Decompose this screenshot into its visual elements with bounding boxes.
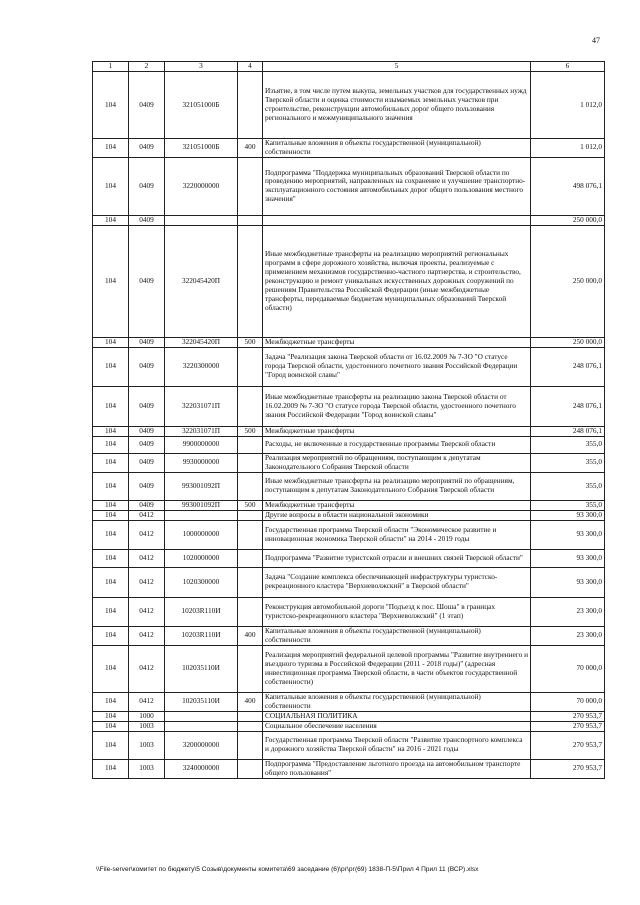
- row-amount: 70 000,0: [531, 692, 605, 711]
- section-code: 104: [93, 520, 129, 549]
- target-article-code: 102035110И: [165, 645, 238, 692]
- table-row: [93, 520, 605, 549]
- row-description: Капитальные вложения в объекты государственной (муниципальной) собственности: [263, 626, 531, 645]
- row-description: Государственная программа Тверской области "Экономическое развитие и инновационная экономика Тверской области" на 2014 - 2019 годы: [263, 520, 531, 549]
- row-amount: 355,0: [531, 500, 605, 510]
- column-header: 1: [93, 62, 129, 72]
- row-description: Иные межбюджетные трансферты на реализацию закона Тверской области от 16.02.2009 № 7-ЗО "О статусе города Тверской области, удостоенного почетного звания Российской Федерации "Город воинской славы": [263, 386, 531, 426]
- row-description: Подпрограмма "Развитие туристской отрасли и внешних связей Тверской области": [263, 549, 531, 567]
- subsection-code: 0412: [129, 645, 165, 692]
- row-amount: 23 300,0: [531, 597, 605, 626]
- expense-type-code: [238, 645, 263, 692]
- expense-type-code: [238, 731, 263, 759]
- expense-type-code: [238, 436, 263, 453]
- row-amount: 498 076,1: [531, 157, 605, 215]
- section-code: 104: [93, 386, 129, 426]
- table-row: [93, 347, 605, 386]
- row-description: Изъятие, в том числе путем выкупа, земельных участков для государственных нужд Тверской области и оценка стоимости изымаемых земельных участков при строительстве, реконструкции автомобильных дорог общего пользования регионального и межмуниципального значения: [263, 72, 531, 139]
- section-code: 104: [93, 567, 129, 597]
- subsection-code: 0412: [129, 567, 165, 597]
- row-amount: 93 300,0: [531, 520, 605, 549]
- target-article-code: 3220000000: [165, 157, 238, 215]
- row-description: Межбюджетные трансферты: [263, 337, 531, 347]
- subsection-code: 0412: [129, 626, 165, 645]
- row-description: Иные межбюджетные трансферты на реализацию мероприятий региональных программ в сфере дорожного хозяйства, включая проекты, реализуемые с применением механизмов государственно-частного партнерства, и строительство, реконструкцию и ремонт уникальных искусственных дорожных сооружений по решениям Правительства Российской Федерации (иные межбюджетные трансферты, передаваемые бюджетам муниципальных образований Тверской области): [263, 225, 531, 337]
- budget-table: [92, 61, 605, 779]
- row-amount: 93 300,0: [531, 567, 605, 597]
- row-description: Межбюджетные трансферты: [263, 426, 531, 436]
- page-number: 47: [592, 36, 600, 45]
- target-article-code: 993001092П: [165, 500, 238, 510]
- target-article-code: 10203R110И: [165, 597, 238, 626]
- expense-type-code: [238, 759, 263, 778]
- row-amount: 93 300,0: [531, 549, 605, 567]
- column-header: 6: [531, 62, 605, 72]
- target-article-code: 10203R110И: [165, 626, 238, 645]
- target-article-code: [165, 510, 238, 520]
- table-row: [93, 692, 605, 711]
- expense-type-code: 400: [238, 692, 263, 711]
- row-description: Реализация мероприятий по обращениям, поступающим к депутатам Законодательного Собрания Тверской области: [263, 453, 531, 472]
- target-article-code: [165, 711, 238, 721]
- row-description: Подпрограмма "Поддержка муниципальных образований Тверской области по проведению мероприятий, направленных на сохранение и улучшение транспортно-эксплуатационного состояния автомобильных дорог общего пользования местного значения": [263, 157, 531, 215]
- table-body: [93, 62, 605, 779]
- expense-type-code: [238, 711, 263, 721]
- target-article-code: 322031071П: [165, 426, 238, 436]
- row-amount: 355,0: [531, 453, 605, 472]
- expense-type-code: [238, 520, 263, 549]
- table-row: [93, 157, 605, 215]
- section-code: 104: [93, 711, 129, 721]
- expense-type-code: [238, 510, 263, 520]
- subsection-code: 0409: [129, 139, 165, 158]
- row-amount: 270 953,7: [531, 731, 605, 759]
- target-article-code: 9900000000: [165, 436, 238, 453]
- section-code: 104: [93, 72, 129, 139]
- section-code: 104: [93, 225, 129, 337]
- section-code: 104: [93, 453, 129, 472]
- row-amount: 250 000,0: [531, 225, 605, 337]
- expense-type-code: [238, 347, 263, 386]
- subsection-code: 0409: [129, 472, 165, 500]
- target-article-code: 1020000000: [165, 549, 238, 567]
- table-row: [93, 597, 605, 626]
- target-article-code: [165, 721, 238, 731]
- section-code: 104: [93, 436, 129, 453]
- target-article-code: 3220300000: [165, 347, 238, 386]
- section-code: 104: [93, 731, 129, 759]
- row-description: Задача "Создание комплекса обеспечивающей инфраструктуры туристско-рекреационного кластера "Верхневолжский" в Тверской области": [263, 567, 531, 597]
- table-row: [93, 426, 605, 436]
- subsection-code: 1003: [129, 759, 165, 778]
- row-amount: 248 076,1: [531, 426, 605, 436]
- row-amount: 70 000,0: [531, 645, 605, 692]
- row-amount: 248 076,1: [531, 386, 605, 426]
- subsection-code: 0412: [129, 520, 165, 549]
- subsection-code: 1003: [129, 731, 165, 759]
- expense-type-code: [238, 472, 263, 500]
- subsection-code: 0409: [129, 386, 165, 426]
- target-article-code: 3200000000: [165, 731, 238, 759]
- table-row: [93, 549, 605, 567]
- section-code: 104: [93, 692, 129, 711]
- expense-type-code: [238, 453, 263, 472]
- section-code: 104: [93, 549, 129, 567]
- row-description: Социальное обеспечение населения: [263, 721, 531, 731]
- row-amount: 1 012,0: [531, 72, 605, 139]
- section-code: 104: [93, 472, 129, 500]
- table-row: [93, 72, 605, 139]
- subsection-code: 0409: [129, 337, 165, 347]
- expense-type-code: 500: [238, 426, 263, 436]
- row-amount: 355,0: [531, 436, 605, 453]
- expense-type-code: [238, 386, 263, 426]
- table-row: [93, 759, 605, 778]
- table-row: [93, 436, 605, 453]
- table-row: [93, 337, 605, 347]
- row-description: Реализация мероприятий федеральной целевой программы "Развитие внутреннего и въездного туризма в Российской Федерации (2011 - 2018 годы)" (адресная инвестиционная программа Тверской области, в части объектов государственной собственности): [263, 645, 531, 692]
- table-row: [93, 500, 605, 510]
- expense-type-code: [238, 72, 263, 139]
- table-row: [93, 510, 605, 520]
- subsection-code: 1000: [129, 711, 165, 721]
- target-article-code: 9930000000: [165, 453, 238, 472]
- row-description: Другие вопросы в области национальной экономики: [263, 510, 531, 520]
- table-header-row: [93, 62, 605, 72]
- row-amount: 93 300,0: [531, 510, 605, 520]
- row-amount: 355,0: [531, 472, 605, 500]
- section-code: 104: [93, 347, 129, 386]
- file-path-footer: \\File-server\комитет по бюджету\5 Созыв\документы комитета\69 заседание (6)\рг\рг(69) 1838-П-5\Прил 4 Прил 11 (ВСР).xlsx: [96, 866, 479, 873]
- table-row: [93, 225, 605, 337]
- table-row: [93, 645, 605, 692]
- column-header: 4: [238, 62, 263, 72]
- row-description: СОЦИАЛЬНАЯ ПОЛИТИКА: [263, 711, 531, 721]
- target-article-code: [165, 215, 238, 225]
- expense-type-code: [238, 157, 263, 215]
- row-amount: 270 953,7: [531, 711, 605, 721]
- expense-type-code: [238, 597, 263, 626]
- target-article-code: 3240000000: [165, 759, 238, 778]
- target-article-code: 1020300000: [165, 567, 238, 597]
- subsection-code: 0409: [129, 453, 165, 472]
- subsection-code: 0409: [129, 347, 165, 386]
- expense-type-code: [238, 549, 263, 567]
- row-amount: 270 953,7: [531, 759, 605, 778]
- subsection-code: 0412: [129, 510, 165, 520]
- row-amount: 23 300,0: [531, 626, 605, 645]
- section-code: 104: [93, 337, 129, 347]
- table-row: [93, 626, 605, 645]
- expense-type-code: [238, 567, 263, 597]
- section-code: 104: [93, 426, 129, 436]
- column-header: 5: [263, 62, 531, 72]
- table-row: [93, 386, 605, 426]
- table-row: [93, 731, 605, 759]
- table-row: [93, 567, 605, 597]
- target-article-code: 1000000000: [165, 520, 238, 549]
- row-description: Капитальные вложения в объекты государственной (муниципальной) собственности: [263, 692, 531, 711]
- section-code: 104: [93, 626, 129, 645]
- table-row: [93, 215, 605, 225]
- subsection-code: 0409: [129, 215, 165, 225]
- target-article-code: 322045420П: [165, 225, 238, 337]
- expense-type-code: 400: [238, 139, 263, 158]
- row-description: Межбюджетные трансферты: [263, 500, 531, 510]
- section-code: 104: [93, 721, 129, 731]
- row-description: Государственная программа Тверской области "Развитие транспортного комплекса и дорожного хозяйства Тверской области" на 2016 - 2021 годы: [263, 731, 531, 759]
- row-amount: 1 012,0: [531, 139, 605, 158]
- expense-type-code: [238, 225, 263, 337]
- section-code: 104: [93, 139, 129, 158]
- section-code: 104: [93, 645, 129, 692]
- target-article-code: 322031071П: [165, 386, 238, 426]
- row-description: Реконструкция автомобильной дороги "Подъезд к пос. Шоша" в границах туристско-рекреационного кластера "Верхневолжский" (1 этап): [263, 597, 531, 626]
- target-article-code: 993001092П: [165, 472, 238, 500]
- row-description: Расходы, не включенные в государственные программы Тверской области: [263, 436, 531, 453]
- row-amount: 250 000,0: [531, 215, 605, 225]
- row-description: [263, 215, 531, 225]
- section-code: 104: [93, 597, 129, 626]
- table-row: [93, 721, 605, 731]
- target-article-code: 322045420П: [165, 337, 238, 347]
- row-description: Иные межбюджетные трансферты на реализацию мероприятий по обращениям, поступающим к депутатам Законодательного Собрания Тверской области: [263, 472, 531, 500]
- column-header: 3: [165, 62, 238, 72]
- row-amount: 250 000,0: [531, 337, 605, 347]
- subsection-code: 0409: [129, 436, 165, 453]
- target-article-code: 102035110И: [165, 692, 238, 711]
- row-description: Подпрограмма "Предоставление льготного проезда на автомобильном транспорте общего пользования": [263, 759, 531, 778]
- expense-type-code: [238, 215, 263, 225]
- expense-type-code: 500: [238, 337, 263, 347]
- subsection-code: 0409: [129, 72, 165, 139]
- subsection-code: 0409: [129, 500, 165, 510]
- row-amount: 270 953,7: [531, 721, 605, 731]
- subsection-code: 0412: [129, 692, 165, 711]
- table-row: [93, 139, 605, 158]
- expense-type-code: 500: [238, 500, 263, 510]
- row-description: Капитальные вложения в объекты государственной (муниципальной) собственности: [263, 139, 531, 158]
- table-row: [93, 453, 605, 472]
- target-article-code: 321051000Б: [165, 72, 238, 139]
- subsection-code: 0409: [129, 157, 165, 215]
- subsection-code: 1003: [129, 721, 165, 731]
- row-description: Задача "Реализация закона Тверской области от 16.02.2009 № 7-ЗО "О статусе города Тверской области, удостоенного почетного звания Российской Федерации "Город воинской славы": [263, 347, 531, 386]
- section-code: 104: [93, 157, 129, 215]
- column-header: 2: [129, 62, 165, 72]
- table-row: [93, 711, 605, 721]
- subsection-code: 0412: [129, 549, 165, 567]
- subsection-code: 0409: [129, 426, 165, 436]
- subsection-code: 0409: [129, 225, 165, 337]
- section-code: 104: [93, 215, 129, 225]
- expense-type-code: 400: [238, 626, 263, 645]
- target-article-code: 321051000Б: [165, 139, 238, 158]
- section-code: 104: [93, 510, 129, 520]
- section-code: 104: [93, 759, 129, 778]
- table-row: [93, 472, 605, 500]
- section-code: 104: [93, 500, 129, 510]
- row-amount: 248 076,1: [531, 347, 605, 386]
- subsection-code: 0412: [129, 597, 165, 626]
- expense-type-code: [238, 721, 263, 731]
